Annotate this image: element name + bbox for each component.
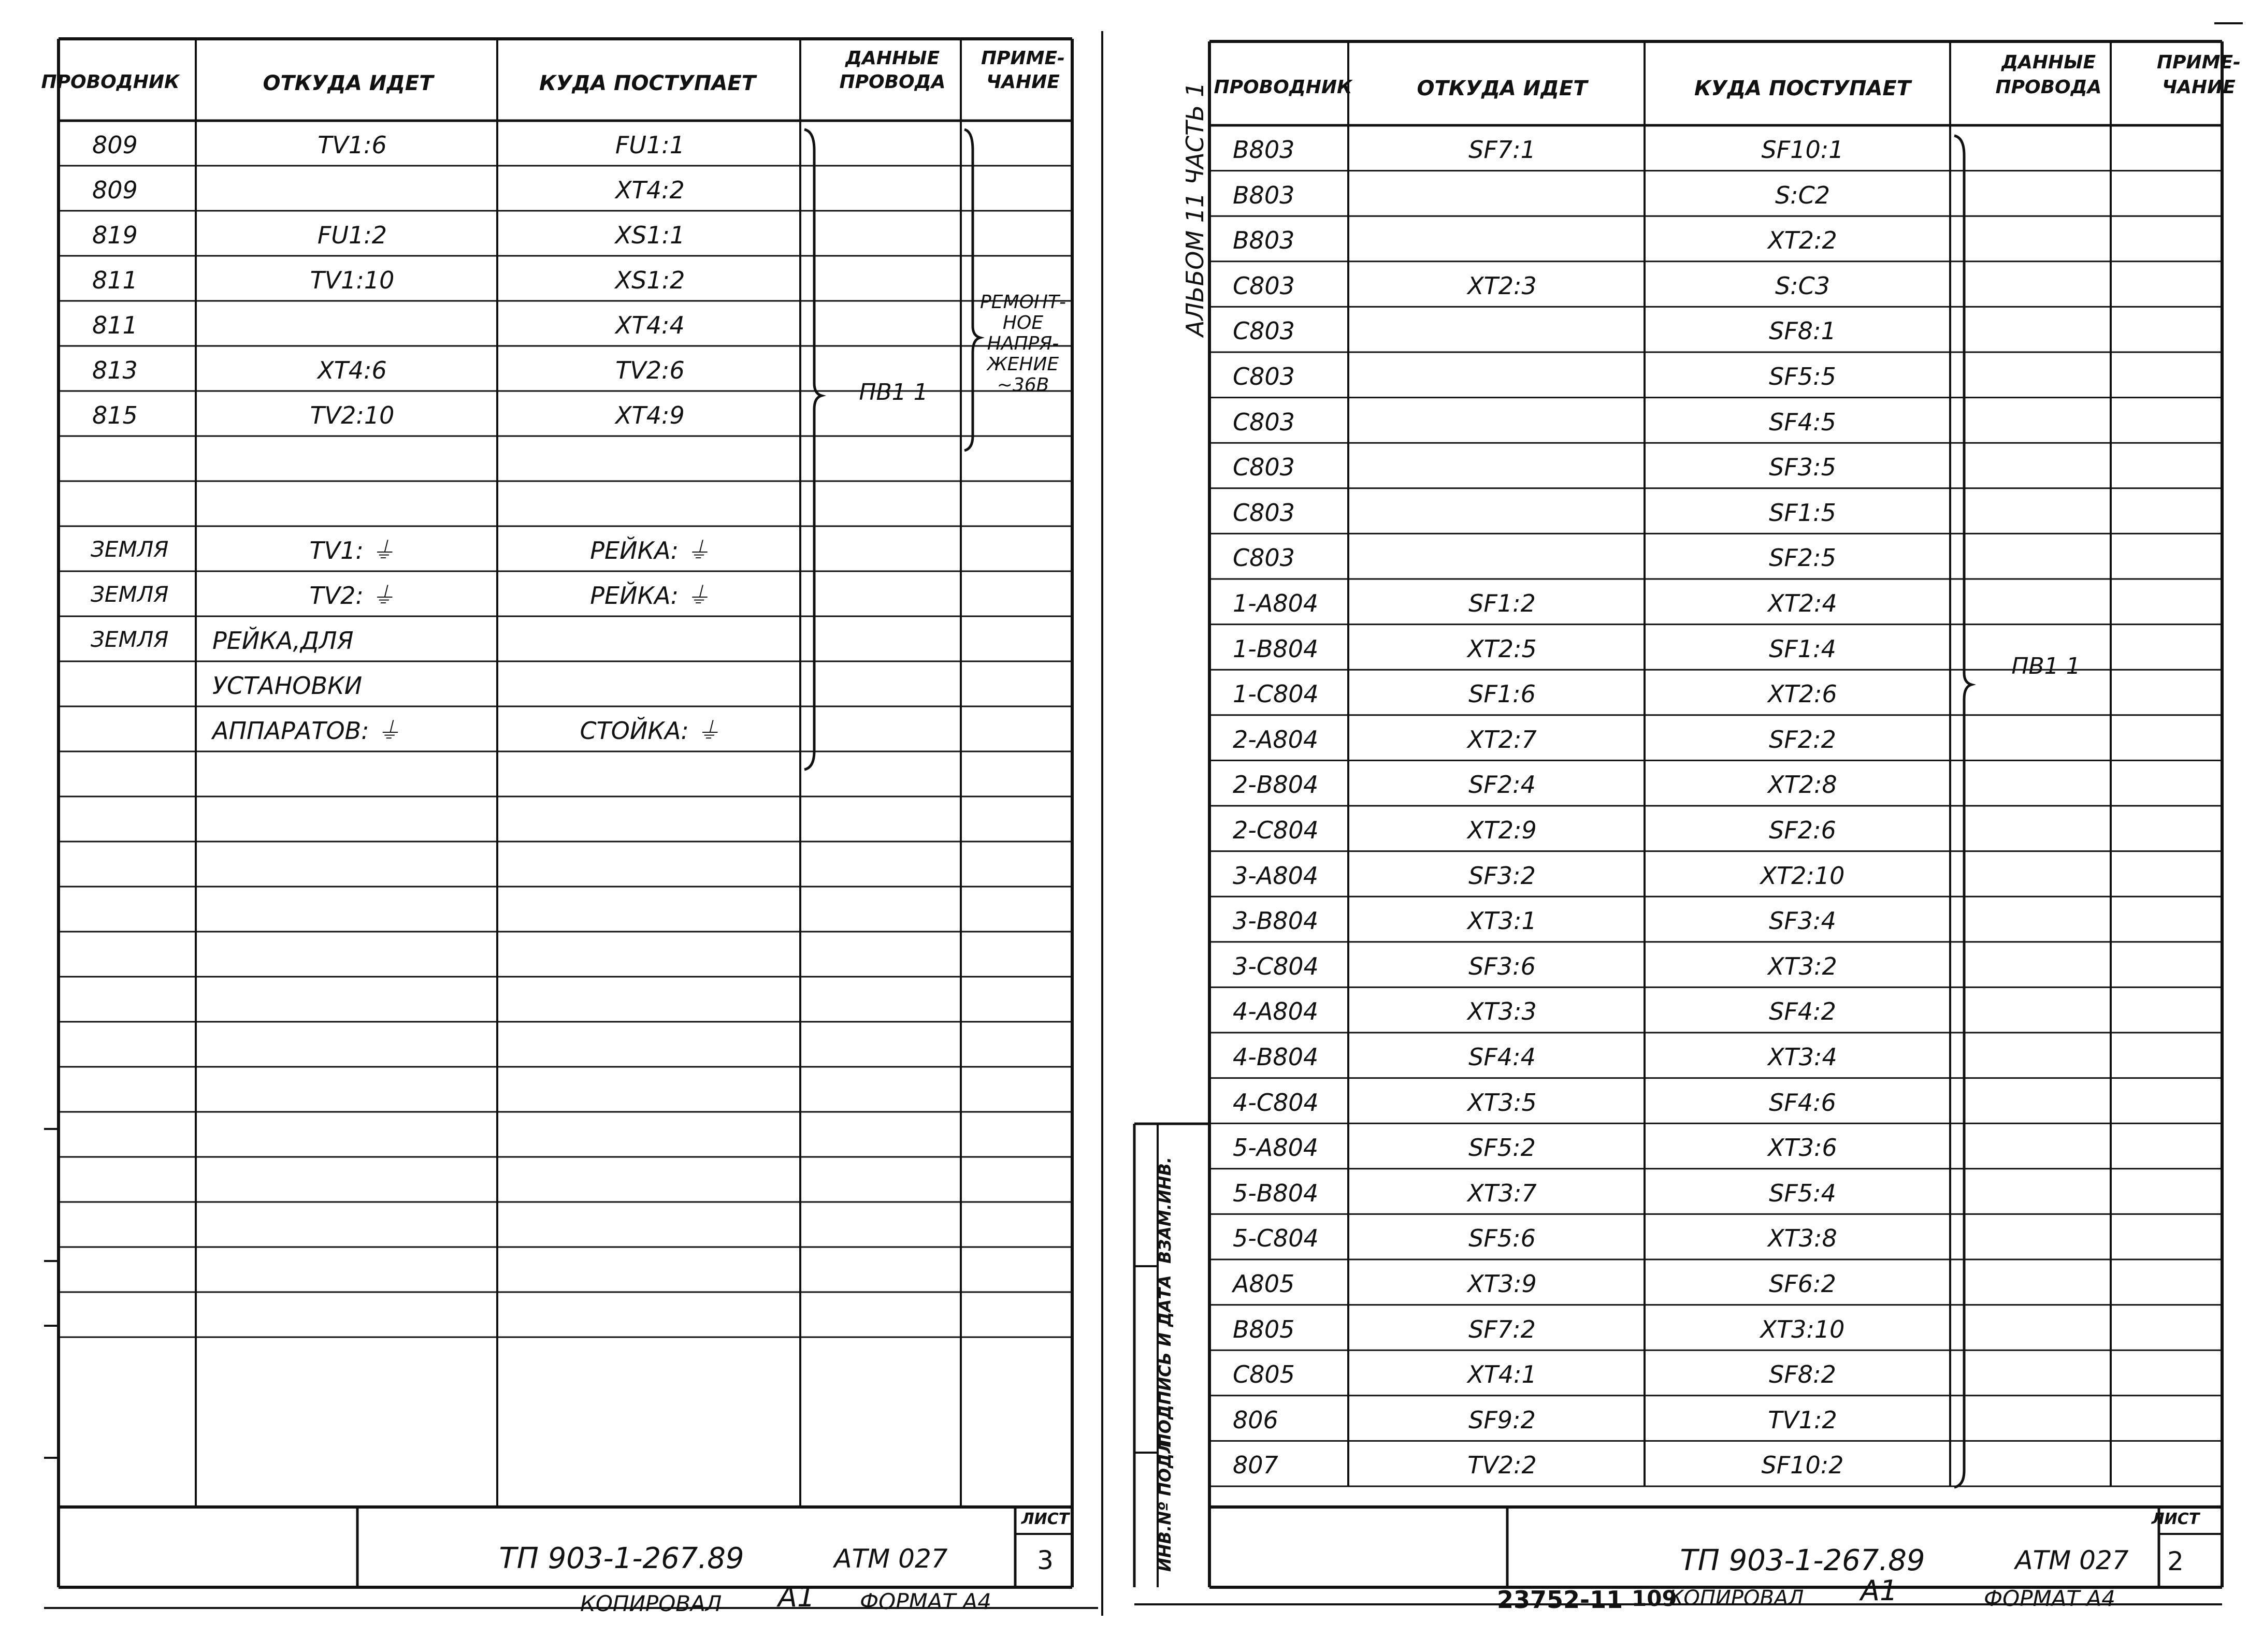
right-cell-from: XT3:9 <box>1467 1270 1537 1298</box>
left-cell-to: XT4:9 <box>615 401 685 429</box>
right-cell-from: XT3:3 <box>1467 997 1537 1025</box>
left-cell-to: РЕЙКА: ⏚ <box>590 582 710 610</box>
right-stamp-sheet-number: 2 <box>2167 1546 2184 1576</box>
left-wire-data-value: ПВ1 1 <box>859 379 928 405</box>
right-cell-from: SF3:2 <box>1468 862 1536 890</box>
right-cell-conductor: 1-В804 <box>1233 635 1319 663</box>
right-cell-to: XT3:6 <box>1768 1134 1837 1162</box>
right-cell-conductor: С803 <box>1233 453 1295 481</box>
left-footer-format: ФОРМАТ А4 <box>860 1589 991 1614</box>
left-header-conductor: ПРОВОДНИК <box>41 71 180 93</box>
left-header-wire-data-1: ДАННЫЕ <box>845 48 940 69</box>
right-side-stamp-replace: ВЗАМ.ИНВ. <box>1155 1157 1175 1264</box>
right-cell-conductor: 1-С804 <box>1233 680 1319 708</box>
right-cell-to: SF3:5 <box>1769 453 1836 481</box>
right-cell-from: SF9:2 <box>1468 1406 1536 1434</box>
right-cell-conductor: В803 <box>1233 226 1295 254</box>
left-cell-from: TV2:10 <box>310 401 395 429</box>
left-note-line: НАПРЯ- <box>987 333 1059 354</box>
right-cell-conductor: 807 <box>1233 1451 1278 1479</box>
right-cell-conductor: С803 <box>1233 272 1295 300</box>
right-side-stamp-inv: ИНВ.Nº ПОДЛ <box>1155 1439 1175 1572</box>
left-cell-to: XT4:4 <box>615 311 685 339</box>
right-cell-to: XT3:2 <box>1768 952 1837 980</box>
left-stamp-sheet-number: 3 <box>1037 1545 1054 1575</box>
left-note-line: НОЕ <box>1002 312 1044 334</box>
right-cell-to: XT3:4 <box>1768 1043 1837 1071</box>
left-cell-from: XT4:6 <box>318 356 387 384</box>
left-cell-conductor: 809 <box>92 176 138 204</box>
left-stamp-code: АТМ 027 <box>834 1544 948 1574</box>
right-cell-to: S:C3 <box>1775 272 1830 300</box>
right-cell-conductor: А805 <box>1233 1270 1295 1298</box>
left-stamp-designation: ТП 903-1-267.89 <box>499 1542 744 1575</box>
right-cell-conductor: 2-С804 <box>1233 816 1319 844</box>
right-cell-conductor: В803 <box>1233 181 1295 209</box>
left-header-to: КУДА ПОСТУПАЕТ <box>539 71 756 95</box>
right-cell-to: SF3:4 <box>1769 907 1836 935</box>
right-header-wire-data-1: ДАННЫЕ <box>2001 52 2096 73</box>
right-cell-conductor: 806 <box>1233 1406 1278 1434</box>
right-cell-conductor: С803 <box>1233 499 1295 527</box>
left-note-line: ~36В <box>997 374 1049 396</box>
left-cell-conductor: ЗЕМЛЯ <box>91 582 169 607</box>
right-cell-conductor: 5-С804 <box>1233 1224 1319 1252</box>
right-cell-conductor: 4-В804 <box>1233 1043 1319 1071</box>
right-cell-conductor: 3-В804 <box>1233 907 1319 935</box>
right-header-wire-data-2: ПРОВОДА <box>1995 77 2102 98</box>
right-cell-to: XT3:10 <box>1760 1315 1845 1343</box>
right-cell-to: SF4:6 <box>1769 1089 1836 1117</box>
right-cell-to: SF8:2 <box>1769 1360 1836 1388</box>
right-cell-from: SF7:1 <box>1468 136 1536 164</box>
left-cell-from: TV1:6 <box>318 131 387 159</box>
right-cell-to: SF5:5 <box>1769 363 1836 390</box>
right-cell-from: XT3:5 <box>1467 1089 1537 1117</box>
right-copier-signature: A1 <box>1861 1574 1898 1607</box>
right-cell-from: XT3:1 <box>1467 907 1537 935</box>
right-cell-to: SF5:4 <box>1769 1179 1836 1207</box>
right-cell-from: TV2:2 <box>1467 1451 1537 1479</box>
right-cell-conductor: В803 <box>1233 136 1295 164</box>
left-cell-from: TV1: ⏚ <box>309 537 395 564</box>
right-footer-copied: КОПИРОВАЛ <box>1669 1586 1804 1610</box>
right-cell-to: XT2:10 <box>1760 862 1845 890</box>
left-header-from: ОТКУДА ИДЕТ <box>263 71 434 95</box>
left-cell-to: XS1:1 <box>615 221 685 249</box>
right-cell-to: TV1:2 <box>1768 1406 1837 1434</box>
left-note-brace <box>964 129 980 451</box>
left-cell-from: АППАРАТОВ: ⏚ <box>212 717 401 745</box>
left-cell-to: РЕЙКА: ⏚ <box>590 537 710 564</box>
left-cell-conductor: ЗЕМЛЯ <box>91 537 169 562</box>
right-cell-conductor: 3-С804 <box>1233 952 1319 980</box>
left-footer-copied: КОПИРОВАЛ <box>580 1591 722 1616</box>
right-cell-to: SF2:6 <box>1769 816 1836 844</box>
right-cell-conductor: С803 <box>1233 317 1295 345</box>
left-cell-conductor: ЗЕМЛЯ <box>91 627 169 652</box>
right-cell-from: XT2:5 <box>1467 635 1537 663</box>
right-cell-to: SF10:1 <box>1761 136 1844 164</box>
right-cell-conductor: 2-В804 <box>1233 771 1319 799</box>
right-cell-to: XT2:4 <box>1768 589 1837 617</box>
left-cell-conductor: 811 <box>92 311 138 339</box>
right-cell-conductor: 5-А804 <box>1233 1134 1319 1162</box>
right-cell-from: SF1:6 <box>1468 680 1536 708</box>
left-cell-conductor: 815 <box>92 401 138 429</box>
right-header-conductor: ПРОВОДНИК <box>1214 77 1352 98</box>
right-cell-conductor: 4-С804 <box>1233 1089 1319 1117</box>
right-cell-conductor: В805 <box>1233 1315 1295 1343</box>
right-cell-from: XT3:7 <box>1467 1179 1537 1207</box>
left-table-grid <box>0 0 1108 1652</box>
right-cell-conductor: 1-А804 <box>1233 589 1319 617</box>
left-cell-to: XS1:2 <box>615 266 685 294</box>
right-header-note-1: ПРИМЕ- <box>2157 52 2241 73</box>
right-header-from: ОТКУДА ИДЕТ <box>1417 77 1588 100</box>
right-cell-to: SF1:4 <box>1769 635 1836 663</box>
right-cell-conductor: 3-А804 <box>1233 862 1319 890</box>
right-cell-to: SF4:5 <box>1769 408 1836 436</box>
left-cell-from: TV1:10 <box>310 266 395 294</box>
left-cell-to: XT4:2 <box>615 176 685 204</box>
right-wire-data-value: ПВ1 1 <box>2011 653 2081 679</box>
right-cell-from: SF7:2 <box>1468 1315 1536 1343</box>
left-cell-to: FU1:1 <box>615 131 685 159</box>
right-cell-from: XT2:7 <box>1467 726 1537 753</box>
right-cell-to: SF4:2 <box>1769 997 1836 1025</box>
left-cell-from: РЕЙКА,ДЛЯ <box>212 627 354 655</box>
left-cell-conductor: 819 <box>92 221 138 249</box>
left-cell-from: УСТАНОВКИ <box>212 672 363 700</box>
right-stamp-designation: ТП 903-1-267.89 <box>1680 1544 1925 1577</box>
right-side-title: АЛЬБОМ 11 ЧАСТЬ 1 <box>1181 82 1209 337</box>
right-cell-to: S:C2 <box>1775 181 1830 209</box>
right-header-note-2: ЧАНИЕ <box>2162 77 2236 98</box>
right-sheet <box>1108 0 2263 1652</box>
right-footer-page: 109 <box>1632 1586 1677 1611</box>
right-cell-to: SF10:2 <box>1761 1451 1844 1479</box>
right-side-stamp-sign: ПОДПИСЬ И ДАТА <box>1155 1275 1175 1447</box>
left-stamp-sheet-label: ЛИСТ <box>1021 1510 1070 1528</box>
right-cell-conductor: 4-А804 <box>1233 997 1319 1025</box>
right-cell-conductor: С803 <box>1233 544 1295 572</box>
right-cell-from: XT2:3 <box>1467 272 1537 300</box>
right-cell-to: XT2:2 <box>1768 226 1837 254</box>
right-cell-from: SF4:4 <box>1468 1043 1536 1071</box>
left-header-wire-data-2: ПРОВОДА <box>839 71 946 93</box>
left-wire-data-brace <box>804 129 821 770</box>
right-cell-to: SF1:5 <box>1769 499 1836 527</box>
right-cell-from: SF2:4 <box>1468 771 1536 799</box>
right-cell-conductor: С805 <box>1233 1360 1295 1388</box>
left-cell-from: FU1:2 <box>317 221 387 249</box>
right-cell-to: SF6:2 <box>1769 1270 1836 1298</box>
right-cell-from: SF1:2 <box>1468 589 1536 617</box>
right-cell-from: XT2:9 <box>1467 816 1537 844</box>
right-cell-to: SF2:5 <box>1769 544 1836 572</box>
right-cell-to: XT2:8 <box>1768 771 1837 799</box>
right-header-to: КУДА ПОСТУПАЕТ <box>1694 77 1911 100</box>
right-footer-number: 23752-11 <box>1497 1586 1623 1614</box>
right-stamp-code: АТМ 027 <box>2015 1545 2129 1575</box>
right-stamp-sheet-label: ЛИСТ <box>2151 1510 2200 1528</box>
right-cell-conductor: 5-В804 <box>1233 1179 1319 1207</box>
left-note-line: ЖЕНИЕ <box>987 354 1059 375</box>
left-header-note-1: ПРИМЕ- <box>981 48 1065 69</box>
right-cell-from: SF5:2 <box>1468 1134 1536 1162</box>
left-cell-to: СТОЙКА: ⏚ <box>580 717 720 745</box>
left-sheet <box>0 0 1108 1652</box>
right-cell-from: SF5:6 <box>1468 1224 1536 1252</box>
right-cell-conductor: 2-А804 <box>1233 726 1319 753</box>
right-cell-from: XT4:1 <box>1467 1360 1537 1388</box>
left-cell-conductor: 811 <box>92 266 138 294</box>
right-cell-to: SF8:1 <box>1769 317 1836 345</box>
right-wire-data-brace <box>1954 136 1971 1487</box>
right-cell-conductor: С803 <box>1233 408 1295 436</box>
right-footer-format: ФОРМАТ А4 <box>1984 1586 2115 1611</box>
left-note-line: РЕМОНТ- <box>980 292 1066 313</box>
right-cell-conductor: С803 <box>1233 363 1295 390</box>
left-cell-conductor: 809 <box>92 131 138 159</box>
left-header-note-2: ЧАНИЕ <box>986 71 1060 93</box>
left-cell-from: TV2: ⏚ <box>309 582 395 610</box>
right-cell-to: XT2:6 <box>1768 680 1837 708</box>
left-cell-to: TV2:6 <box>615 356 685 384</box>
right-cell-to: SF2:2 <box>1769 726 1836 753</box>
right-cell-to: XT3:8 <box>1768 1224 1837 1252</box>
left-cell-conductor: 813 <box>92 356 138 384</box>
left-copier-signature: A1 <box>778 1581 815 1613</box>
right-cell-from: SF3:6 <box>1468 952 1536 980</box>
